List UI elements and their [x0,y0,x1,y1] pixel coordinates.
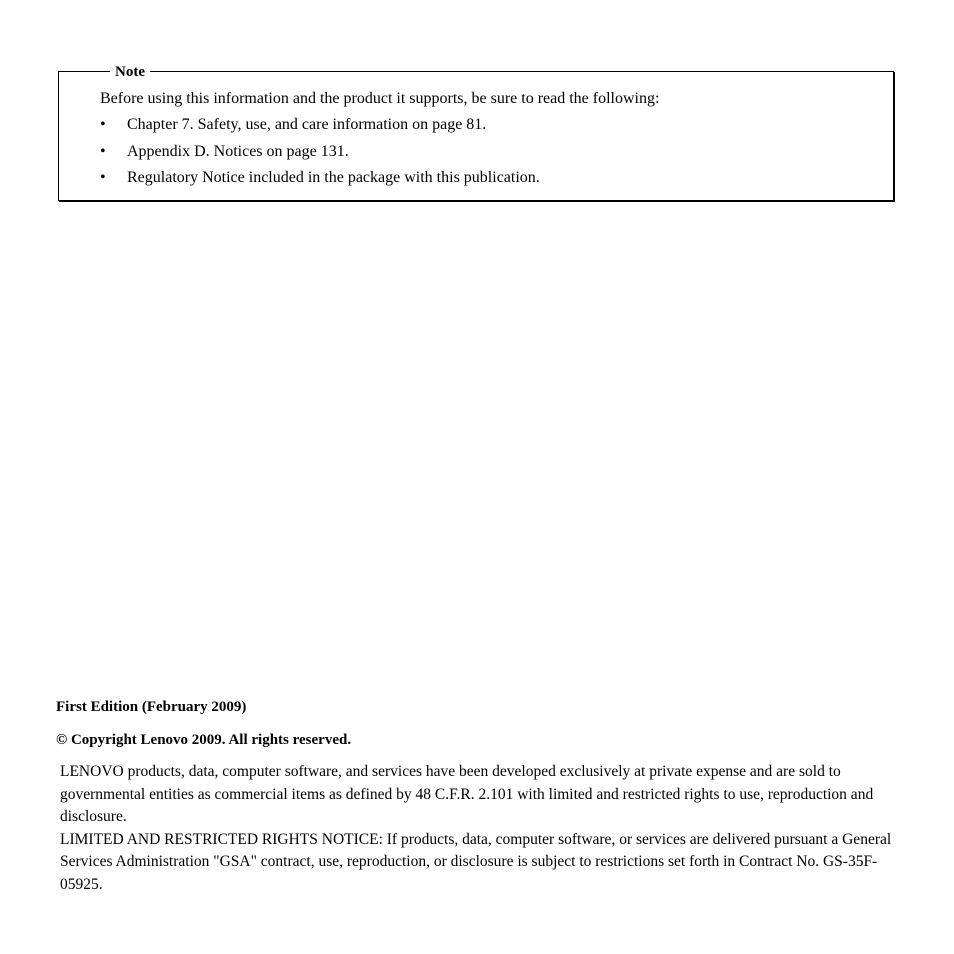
bullet-icon: • [100,169,106,186]
edition-statement: First Edition (February 2009) [56,699,247,715]
list-item-text: Chapter 7. Safety, use, and care information on page 81. [127,116,487,133]
legal-paragraph-commercial: LENOVO products, data, computer software, and services have been developed exclusively at private expense and are sold to governmental entities as commercial items as defined by 48 C.F.R. 2.101 with limited and restricted rights to use, reproduction and disclosure. [60,763,874,825]
note-list [100,115,540,195]
list-item-text: Appendix D. Notices on page 131. [127,142,349,160]
list-item-text: Regulatory Notice included in the package with this publication. [127,169,540,186]
copyright-statement: © Copyright Lenovo 2009. All rights reserved. [56,732,352,748]
list-item [100,142,540,169]
note-intro: Before using this information and the product it supports, be sure to read the following: [100,90,660,107]
bullet-icon: • [100,142,106,160]
list-item [100,115,540,142]
list-item [100,168,540,195]
legal-notice [60,761,910,896]
legal-paragraph-restricted-rights: LIMITED AND RESTRICTED RIGHTS NOTICE: If products, data, computer software, or services are delivered pursuant a General Services Administration "GSA" contract, use, reproduction, or disclosure is subject to restrictions set forth in Contract No. GS-35F-05925. [60,830,892,893]
note-label: Note [110,63,150,81]
bullet-icon: • [100,116,106,133]
